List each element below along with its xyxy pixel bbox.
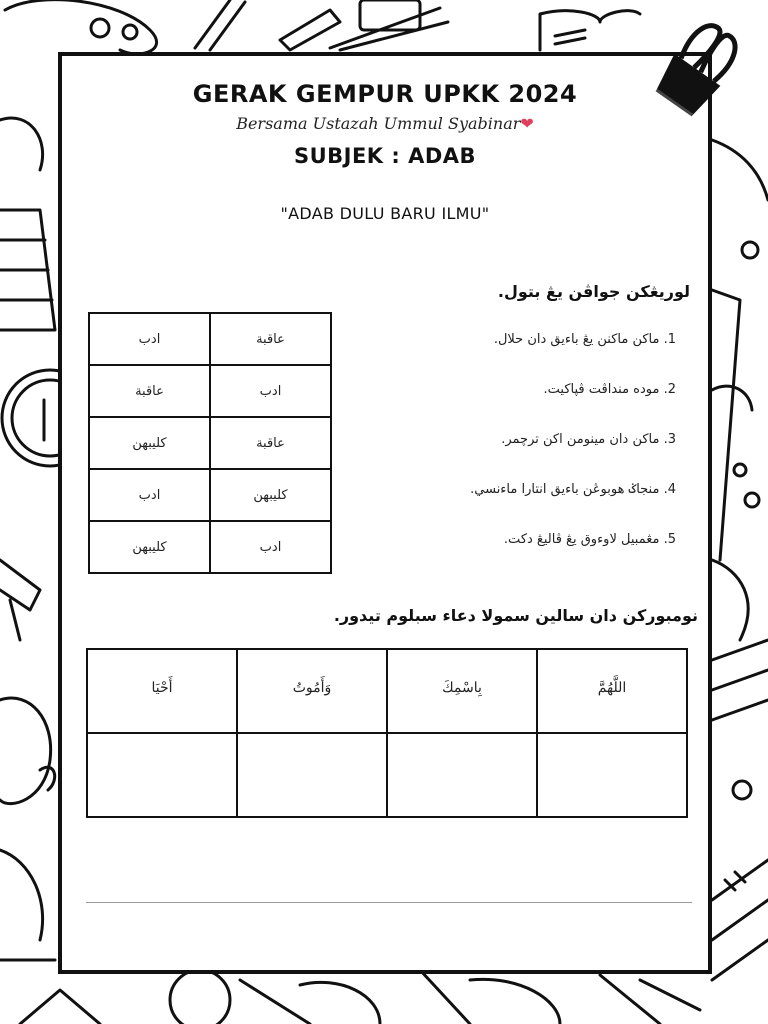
answer-cell[interactable]: كليبهن bbox=[210, 469, 331, 521]
answer-row bbox=[89, 469, 331, 521]
answer-cell[interactable]: كليبهن bbox=[89, 521, 210, 573]
worksheet-subtitle bbox=[62, 114, 708, 133]
answer-cell[interactable]: عاقبة bbox=[210, 313, 331, 365]
binder-clip-icon bbox=[640, 10, 756, 128]
doa-answer-cell[interactable] bbox=[87, 733, 237, 817]
subtitle-text: Bersama Ustazah Ummul Syabinar bbox=[236, 114, 521, 133]
doa-word-cell: أَحْيَا bbox=[87, 649, 237, 733]
section1-instruction: لوريڠكن جواڤن يڠ بتول. bbox=[497, 282, 690, 301]
doa-word-cell: اللَّهُمَّ bbox=[537, 649, 687, 733]
question-item: 3. ماكن دان مينومن اكن ترچمر. bbox=[501, 432, 676, 447]
answer-cell[interactable]: عاقبة bbox=[89, 365, 210, 417]
answer-cell[interactable]: ادب bbox=[210, 521, 331, 573]
answer-cell[interactable]: ادب bbox=[210, 365, 331, 417]
heart-icon: ❤ bbox=[520, 114, 534, 133]
answer-cell[interactable]: ادب bbox=[89, 313, 210, 365]
answer-row bbox=[89, 313, 331, 365]
answer-table bbox=[88, 312, 332, 574]
doa-answer-cell[interactable] bbox=[387, 733, 537, 817]
answer-cell[interactable]: كليبهن bbox=[89, 417, 210, 469]
subject-label: SUBJEK : ADAB bbox=[293, 144, 477, 168]
question-item: 1. ماكن ماكنن يڠ باءيق دان حلال. bbox=[493, 332, 676, 347]
answer-row bbox=[89, 365, 331, 417]
doa-word-row bbox=[87, 649, 687, 733]
question-item: 5. مڠمبيل لاوءوق يڠ ڤاليڠ دكت. bbox=[503, 532, 676, 547]
worksheet-title: GERAK GEMPUR UPKK 2024 bbox=[192, 80, 578, 108]
answer-row bbox=[89, 417, 331, 469]
question-item: 2. موده منداڤت ڤڽاكيت. bbox=[543, 382, 676, 397]
writing-line[interactable] bbox=[86, 902, 692, 903]
answer-cell[interactable]: ادب bbox=[89, 469, 210, 521]
worksheet bbox=[58, 52, 712, 974]
doa-word-cell: وَأَمُوتُ bbox=[237, 649, 387, 733]
doa-table bbox=[86, 648, 688, 818]
motto: "ADAB DULU BARU ILMU" bbox=[280, 204, 490, 223]
answer-row bbox=[89, 521, 331, 573]
question-item: 4. منجاݢ هوبوڠن باءيق انتارا ماءنسي. bbox=[470, 482, 676, 497]
doa-answer-cell[interactable] bbox=[537, 733, 687, 817]
doa-answer-row bbox=[87, 733, 687, 817]
doa-answer-cell[interactable] bbox=[237, 733, 387, 817]
section2-instruction: نومبوركن دان سالين سمولا دعاء سبلوم تيدور. bbox=[333, 606, 698, 625]
question-list bbox=[346, 332, 676, 582]
doa-word-cell: بِاسْمِكَ bbox=[387, 649, 537, 733]
answer-cell[interactable]: عاقبة bbox=[210, 417, 331, 469]
